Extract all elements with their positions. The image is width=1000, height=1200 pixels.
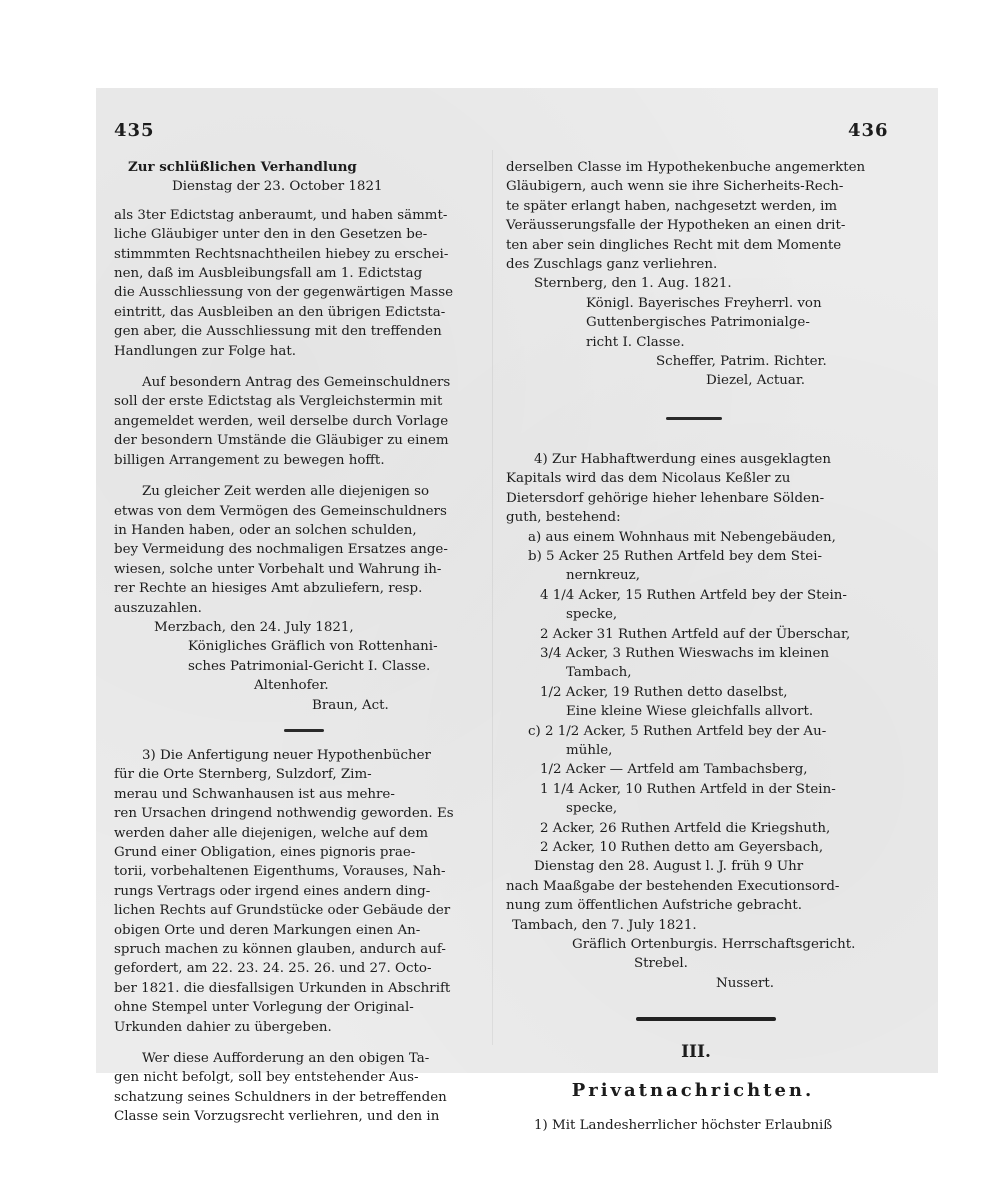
signature-court-line-3: richt I. Classe. [586, 334, 685, 350]
hearing-date: Dienstag der 23. October 1821 [172, 179, 383, 195]
text-line: Dienstag den 28. August l. J. früh 9 Uhr [534, 859, 804, 875]
text-line: bey Vermeidung des nochmaligen Ersatzes ange- [114, 542, 448, 558]
text-line: gen nicht befolgt, soll bey entstehender Aus- [114, 1070, 419, 1086]
signature-name-2: Diezel, Actuar. [706, 373, 806, 389]
signature-court: Gräflich Ortenburgis. Herrschaftsgericht. [572, 937, 856, 953]
text-line: guth, bestehend: [506, 510, 621, 526]
paragraph-settlement [114, 373, 488, 470]
property-item: b) 5 Acker 25 Ruthen Artfeld bey dem Stei- [528, 548, 823, 564]
separator-rule [666, 417, 722, 420]
text-line: nach Maaßgabe der bestehenden Executionsord- [506, 878, 840, 894]
signature-name-1: Scheffer, Patrim. Richter. [656, 354, 827, 370]
text-line: billigen Arrangement zu bewegen hofft. [114, 452, 385, 468]
text-line: ten aber sein dingliches Recht mit dem Momente [506, 237, 842, 253]
separator-rule [284, 729, 324, 732]
text-line: schatzung seines Schuldners in der betreffenden [114, 1089, 447, 1105]
text-line: Veräusserungsfalle der Hypotheken an einen drit- [506, 218, 846, 234]
text-line: Gläubigern, auch wenn sie ihre Sicherheits-Rech- [506, 179, 844, 195]
text-line: auszuzahlen. [114, 600, 202, 616]
property-item: 3/4 Acker, 3 Ruthen Wieswachs im kleinen [540, 645, 830, 661]
text-line: Grund einer Obligation, eines pignoris prae- [114, 845, 416, 860]
signature-date: Tambach, den 7. July 1821. [512, 917, 697, 933]
text-line: ohne Stempel unter Vorlegung der Original- [114, 1000, 414, 1016]
property-item: 1/2 Acker, 19 Ruthen detto daselbst, [540, 684, 788, 700]
text-line: Zu gleicher Zeit werden alle diejenigen so [142, 484, 430, 500]
text-line: der besondern Umstände die Gläubiger zu einem [114, 433, 449, 449]
signature-name-2: Nussert. [716, 975, 775, 991]
property-item: 2 Acker 31 Ruthen Artfeld auf der Überschar, [540, 626, 851, 642]
property-item: c) 2 1/2 Acker, 5 Ruthen Artfeld bey der Au- [528, 723, 827, 739]
page-gutter [492, 150, 493, 1045]
text-line: die Ausschliessung von der gegenwärtigen Masse [114, 285, 454, 301]
text-line: angemeldet werden, weil derselbe durch Vorlage [114, 413, 449, 429]
signature-court-line-1: Königliches Gräflich von Rottenhani- [188, 639, 438, 655]
paragraph-warning [114, 1049, 488, 1127]
paragraph-auction [506, 450, 880, 528]
text-line: stimmmten Rechtsnachtheilen hiebey zu erschei- [114, 246, 449, 262]
text-line: etwas von dem Vermögen des Gemeinschuldners [114, 503, 447, 519]
property-item: 1/2 Acker — Artfeld am Tambachsberg, [540, 762, 808, 778]
text-line: merau und Schwanhausen ist aus mehre- [114, 786, 395, 802]
text-line: eintritt, das Ausbleiben an den übrigen Edictsta- [114, 304, 446, 320]
text-line: spruch machen zu können glauben, andurch auf- [114, 942, 446, 958]
text-line: für die Orte Sternberg, Sulzdorf, Zim- [114, 767, 372, 783]
property-item-list [506, 528, 880, 858]
text-line: obigen Orte und deren Markungen einen An- [114, 922, 421, 938]
text-line: lichen Rechts auf Grundstücke oder Gebäude der [114, 903, 451, 919]
text-line: 3) Die Anfertigung neuer Hypothenbücher [142, 747, 431, 763]
text-line: als 3ter Edictstag anberaumt, und haben sämmt- [114, 207, 448, 223]
text-line: ren Ursachen dringend nothwendig geworden. Es [114, 806, 454, 822]
signature-name-1: Strebel. [634, 956, 688, 972]
text-line: in Handen haben, oder an solchen schulden, [114, 522, 417, 538]
text-line: Dietersdorf gehörige hieher lehenbare Sölden- [506, 490, 825, 506]
property-item: Tambach, [566, 665, 632, 681]
text-line: liche Gläubiger unter den in den Gesetzen be- [114, 227, 428, 243]
text-line: rungs Vertrags oder irgend eines andern ding- [114, 883, 431, 899]
signature-court-line-1: Königl. Bayerisches Freyherrl. von [586, 295, 822, 311]
property-item: 2 Acker, 26 Ruthen Artfeld die Kriegshuth, [540, 820, 831, 836]
signature-date: Merzbach, den 24. July 1821, [154, 619, 354, 635]
signature-court-line-2: sches Patrimonial-Gericht I. Classe. [188, 658, 431, 674]
property-item: nernkreuz, [566, 568, 640, 584]
section-number: III. [681, 1042, 711, 1063]
property-item: Eine kleine Wiese gleichfalls allvort. [566, 704, 814, 720]
property-item: 4 1/4 Acker, 15 Ruthen Artfeld bey der Stein- [540, 587, 847, 603]
text-line: nung zum öffentlichen Aufstriche gebracht. [506, 898, 803, 914]
text-line: des Zuschlags ganz verliehren. [506, 257, 718, 273]
paragraph-debtors [114, 482, 488, 618]
section-divider [636, 1017, 776, 1021]
right-column [506, 158, 880, 1135]
signature-court-line-2: Guttenbergisches Patrimonialge- [586, 315, 810, 331]
signature-name-2: Braun, Act. [312, 697, 389, 713]
paragraph-continuation [506, 158, 880, 274]
text-line: derselben Classe im Hypothekenbuche angemerkten [506, 160, 866, 175]
property-item: mühle, [566, 742, 613, 758]
text-line: 4) Zur Habhaftwerdung eines ausgeklagten [534, 451, 831, 467]
property-item: specke, [566, 607, 618, 623]
left-column [114, 158, 488, 1127]
paragraph-summons [114, 206, 488, 361]
text-line: nen, daß im Ausbleibungsfall am 1. Edictstag [114, 266, 423, 282]
final-line: 1) Mit Landesherrlicher höchster Erlaubniß [534, 1118, 833, 1134]
property-item: 2 Acker, 10 Ruthen detto am Geyersbach, [540, 840, 824, 855]
text-line: rer Rechte an hiesiges Amt abzuliefern, resp. [114, 581, 423, 597]
text-line: Handlungen zur Folge hat. [114, 343, 297, 359]
text-line: torii, vorbehaltenen Eigenthums, Vorauses, Nah- [114, 864, 446, 880]
text-line: te später erlangt haben, nachgesetzt werden, im [506, 198, 838, 214]
text-line: Wer diese Aufforderung an den obigen Ta- [142, 1051, 430, 1067]
paragraph-mortgage-books [114, 746, 488, 1037]
text-line: wiesen, solche unter Vorbehalt und Wahrung ih- [114, 561, 442, 577]
text-line: Classe sein Vorzugsrecht verliehren, und den in [114, 1109, 440, 1125]
property-item: 1 1/4 Acker, 10 Ruthen Artfeld in der Stein- [540, 781, 836, 797]
text-line: gen aber, die Ausschliessung mit den treffenden [114, 324, 442, 340]
text-line: soll der erste Edictstag als Vergleichstermin mit [114, 394, 443, 410]
property-item: a) aus einem Wohnhaus mit Nebengebäuden, [528, 529, 836, 545]
signature-date: Sternberg, den 1. Aug. 1821. [534, 276, 732, 292]
section-title: Privatnachrichten. [571, 1079, 815, 1101]
text-line: Kapitals wird das dem Nicolaus Keßler zu [506, 471, 791, 487]
text-line: ber 1821. die diesfallsigen Urkunden in Abschrift [114, 980, 451, 996]
page-number-right: 436 [848, 120, 889, 141]
page-number-left: 435 [114, 120, 155, 141]
text-line: Urkunden dahier zu übergeben. [114, 1019, 332, 1035]
signature-name-1: Altenhofer. [254, 678, 329, 694]
text-line: werden daher alle diejenigen, welche auf dem [114, 825, 429, 841]
section-heading: Zur schlüßlichen Verhandlung [128, 159, 357, 175]
property-item: specke, [566, 801, 618, 817]
text-line: Auf besondern Antrag des Gemeinschuldners [142, 375, 451, 391]
text-line: gefordert, am 22. 23. 24. 25. 26. und 27. Octo- [114, 961, 432, 977]
paragraph-auction-date [506, 857, 880, 915]
